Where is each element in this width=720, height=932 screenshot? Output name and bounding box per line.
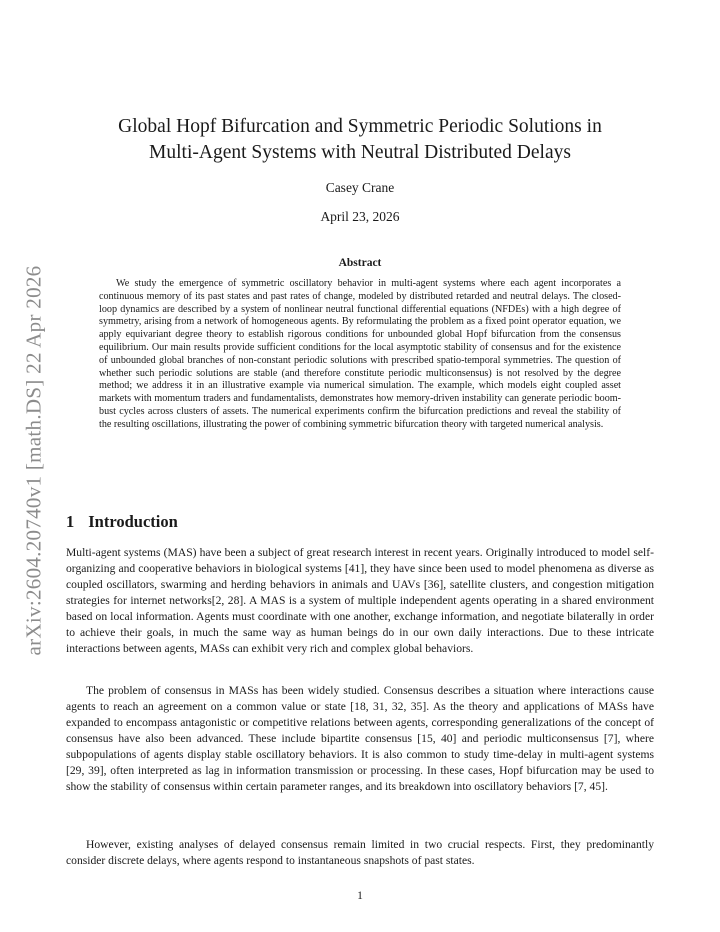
page-number: 1 [357,890,363,902]
section-number: 1 [66,512,75,531]
section-heading-introduction [66,512,178,532]
body-paragraph-3: However, existing analyses of delayed consensus remain limited in two crucial respects. First, they predominantly consider discrete delays, where agents respond to instantaneous snapshots of past states. [66,838,654,868]
body-paragraph-2: The problem of consensus in MASs has been widely studied. Consensus describes a situation where interactions cause agents to reach an agreement on a common value or state [18, 31, 32, 35]. As the theory and applications of MASs have expanded to encompass antagonistic or competitive relations between agents, corresponding generalizations of the concept of consensus have also been advanced. These include bipartite consensus [15, 40] and periodic multiconsensus [7], where subpopulations of agents display stable oscillatory behaviors. It is also common to study time-delay in multi-agent systems [29, 39], often interpreted as lag in information transmission or processing. In these cases, Hopf bifurcation may be used to show the stability of consensus within certain parameter ranges, and its breakdown into oscillatory behaviors [7, 45]. [66,684,654,794]
paper-title [70,114,650,166]
abstract-heading: Abstract [338,257,382,269]
arxiv-identifier-text: arXiv:2604.20740v1 [math.DS] 22 Apr 2026 [21,265,46,655]
publication-date: April 23, 2026 [320,209,400,224]
abstract-text: We study the emergence of symmetric oscillatory behavior in multi-agent systems where each agent incorporates a continuous memory of its past states and past rates of change, modeled by distributed retarded and neutral delays. The closed-loop dynamics are described by a system of nonlinear neutral functional differential equations (NFDEs) with a high degree of symmetry, arising from a network of homogeneous agents. By reformulating the problem as a fixed point operator equation, we apply equivariant degree theory to establish rigorous conditions for unbounded global Hopf bifurcation from the consensus equilibrium. Our main results provide sufficient conditions for the local asymptotic stability of consensus and for the existence of unbounded global branches of non-constant periodic solutions with prescribed spatio-temporal symmetries. The question of whether such periodic solutions are stable (and therefore constitute periodic multiconsensus) is not resolved by the degree method; we address it in an illustrative example via numerical simulation. The example, which models eight coupled asset markets with momentum traders and fundamentalists, demonstrates how memory-driven instability can generate periodic boom-bust cycles across clusters of assets. The numerical experiments confirm the bifurcation predictions and reveal the stability of the resulting oscillations, illustrating the power of combining symmetric bifurcation theory with targeted numerical analysis. [99,278,621,430]
body-paragraph-1: Multi-agent systems (MAS) have been a subject of great research interest in recent years. Originally introduced to model self-organizing and cooperative behaviors in biological systems [41], they have since been used to model phenomena as diverse as coupled oscillators, swarming and herding behaviors in animals and UAVs [36], satellite clusters, and congestion mitigation strategies for internet networks[2, 28]. A MAS is a system of multiple independent agents operating in a shared environment based on local information. Agents must coordinate with one another, exchange information, and negotiate bilaterally in order to achieve their goals, in much the same way as human beings do in our own daily interactions. Due to these intricate interactions between agents, MASs can exhibit very rich and complex global behaviors. [66,546,654,656]
paper-title-line-2: Multi-Agent Systems with Neutral Distributed Delays [149,142,571,163]
author-name: Casey Crane [325,180,395,195]
arxiv-identifier-stamp [6,245,62,675]
paper-title-line-1: Global Hopf Bifurcation and Symmetric Periodic Solutions in [118,116,602,137]
section-title: Introduction [88,512,178,531]
